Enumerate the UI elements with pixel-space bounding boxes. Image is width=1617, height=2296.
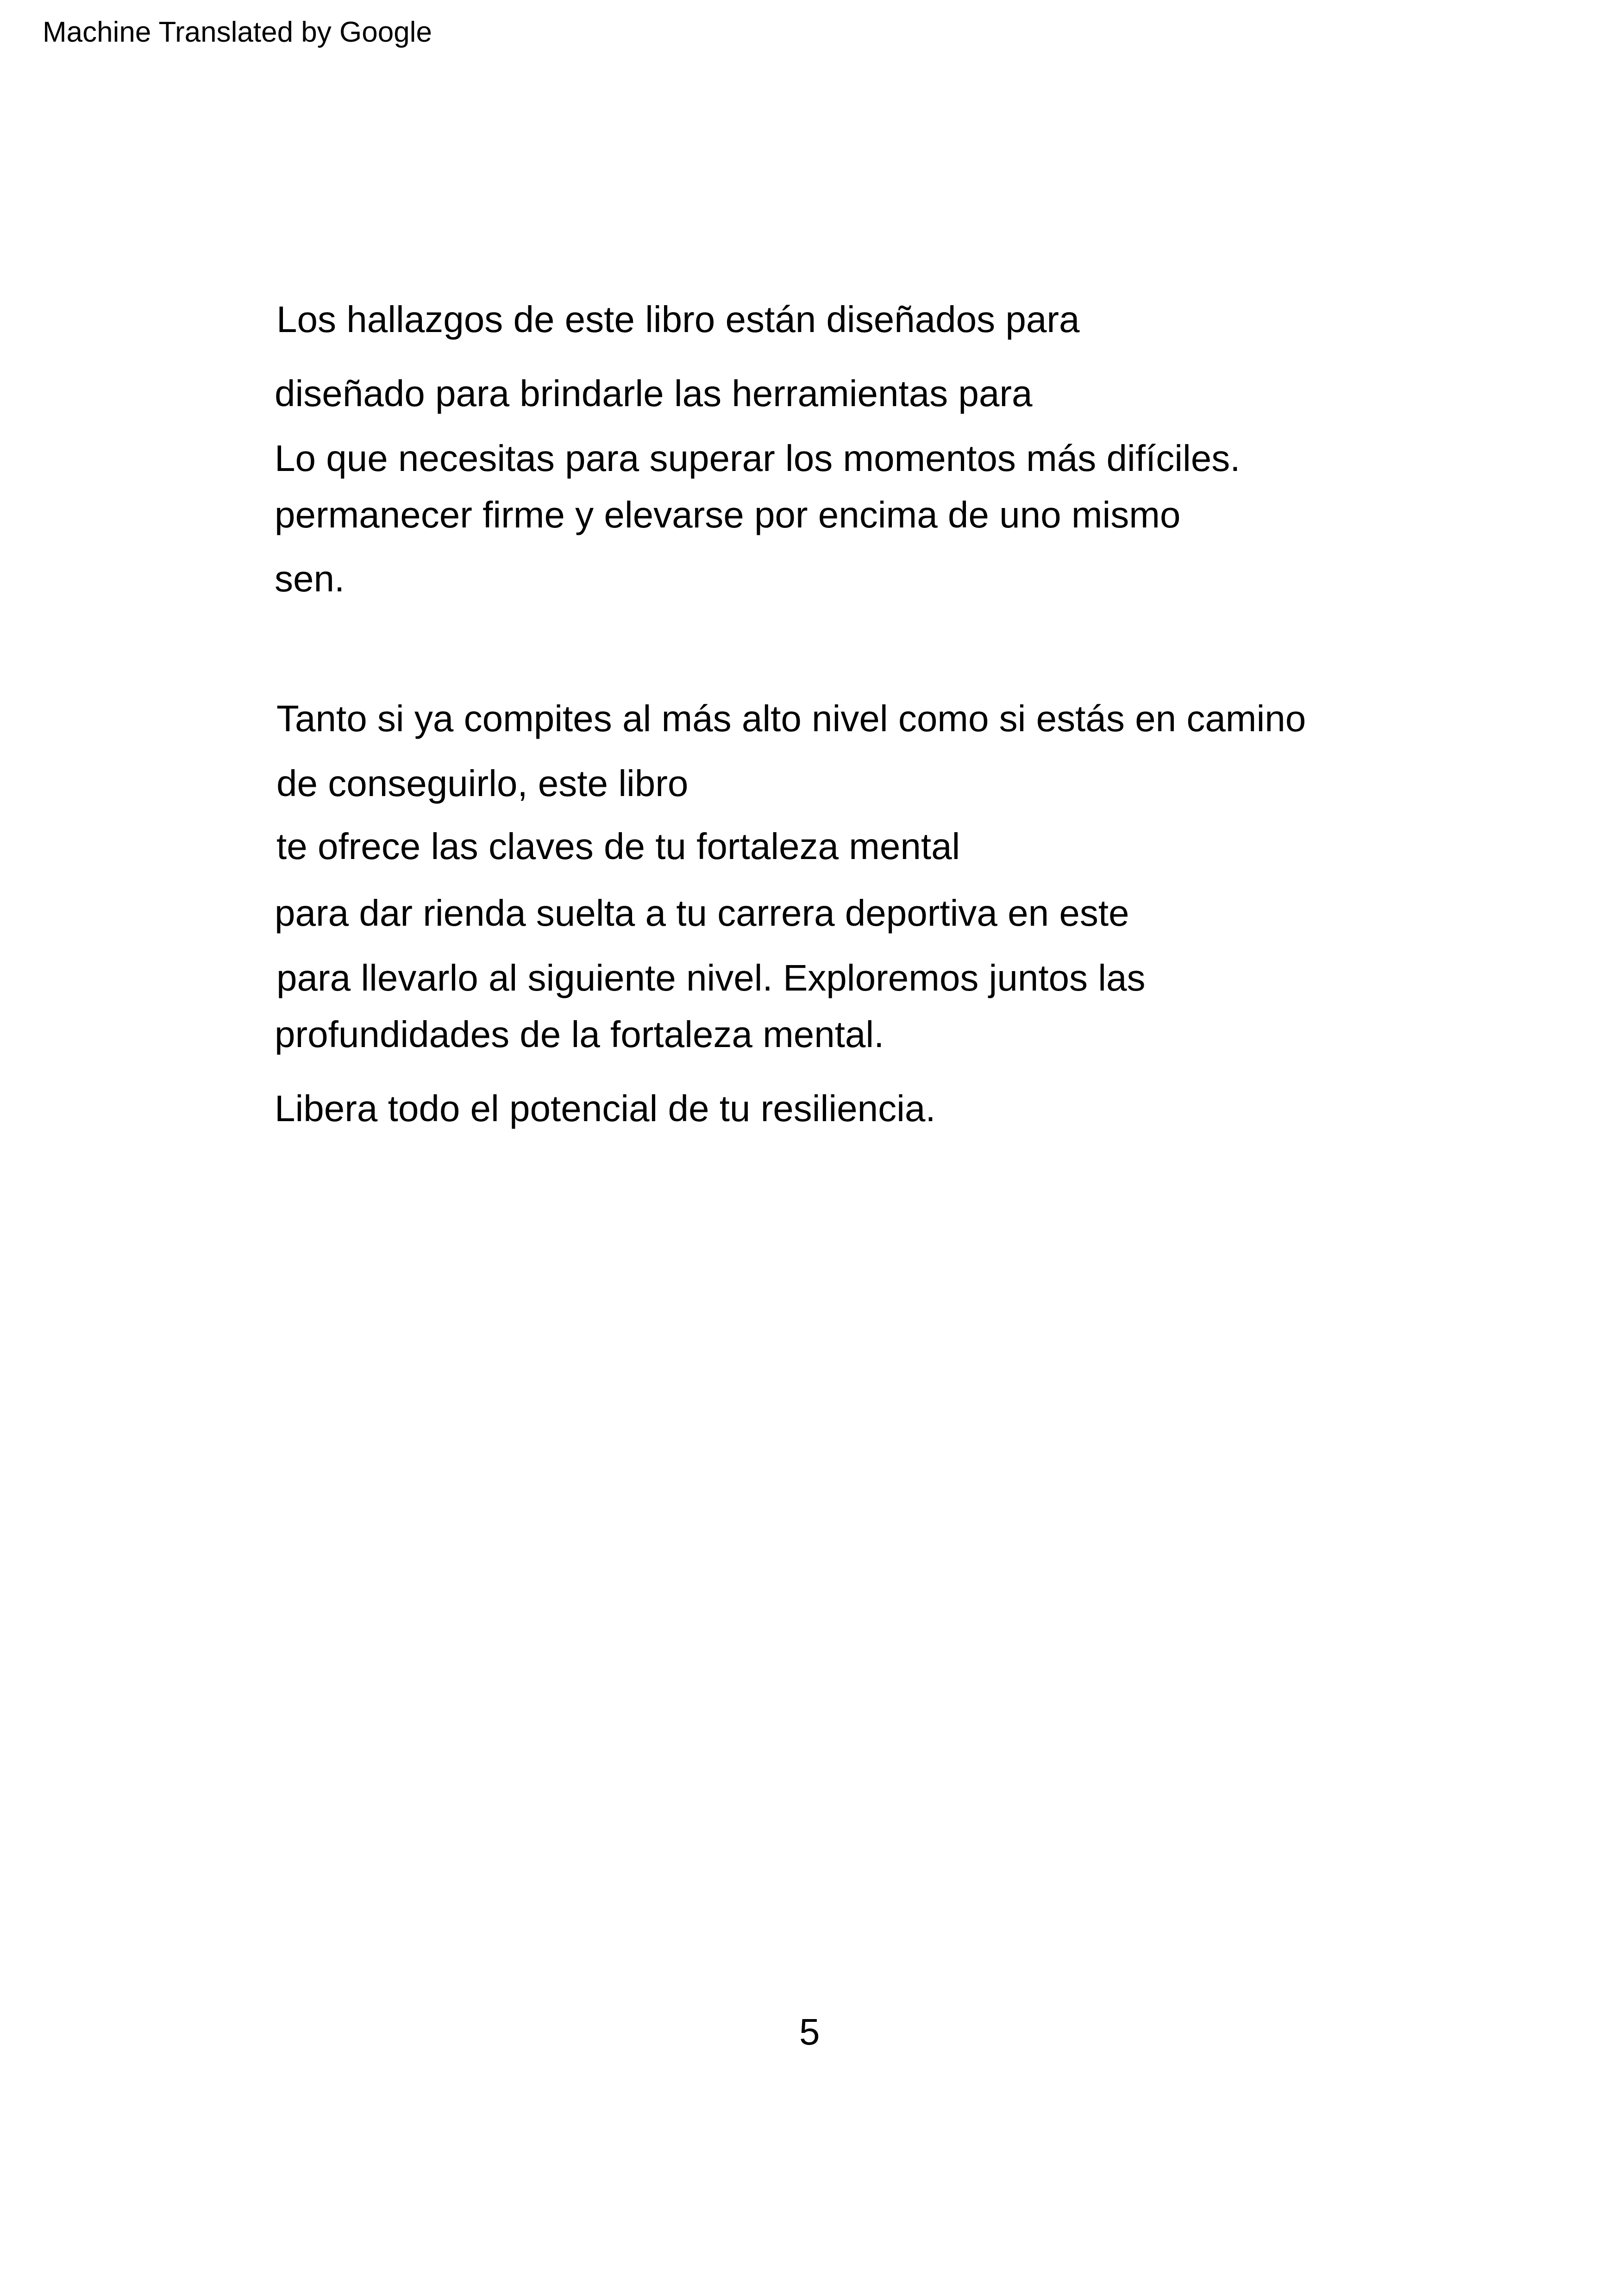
text-line: Lo que necesitas para superar los momentos más difíciles. — [275, 438, 1241, 479]
text-line: profundidades de la fortaleza mental. — [275, 1014, 884, 1055]
text-line: Los hallazgos de este libro están diseñados para — [276, 299, 1080, 340]
page-number: 5 — [799, 2011, 820, 2052]
machine-translation-notice: Machine Translated by Google — [43, 16, 432, 48]
text-line: Tanto si ya compites al más alto nivel como si estás en camino — [276, 698, 1306, 739]
text-line: permanecer firme y elevarse por encima de uno mismo — [275, 494, 1181, 535]
text-line: de conseguirlo, este libro — [276, 763, 689, 804]
text-line: para llevarlo al siguiente nivel. Exploremos juntos las — [276, 957, 1146, 998]
text-line: para dar rienda suelta a tu carrera deportiva en este — [275, 892, 1129, 934]
text-line: te ofrece las claves de tu fortaleza mental — [276, 826, 960, 867]
text-line: Libera todo el potencial de tu resiliencia. — [275, 1088, 936, 1129]
text-line: sen. — [275, 558, 345, 599]
text-line: diseñado para brindarle las herramientas para — [275, 373, 1033, 414]
